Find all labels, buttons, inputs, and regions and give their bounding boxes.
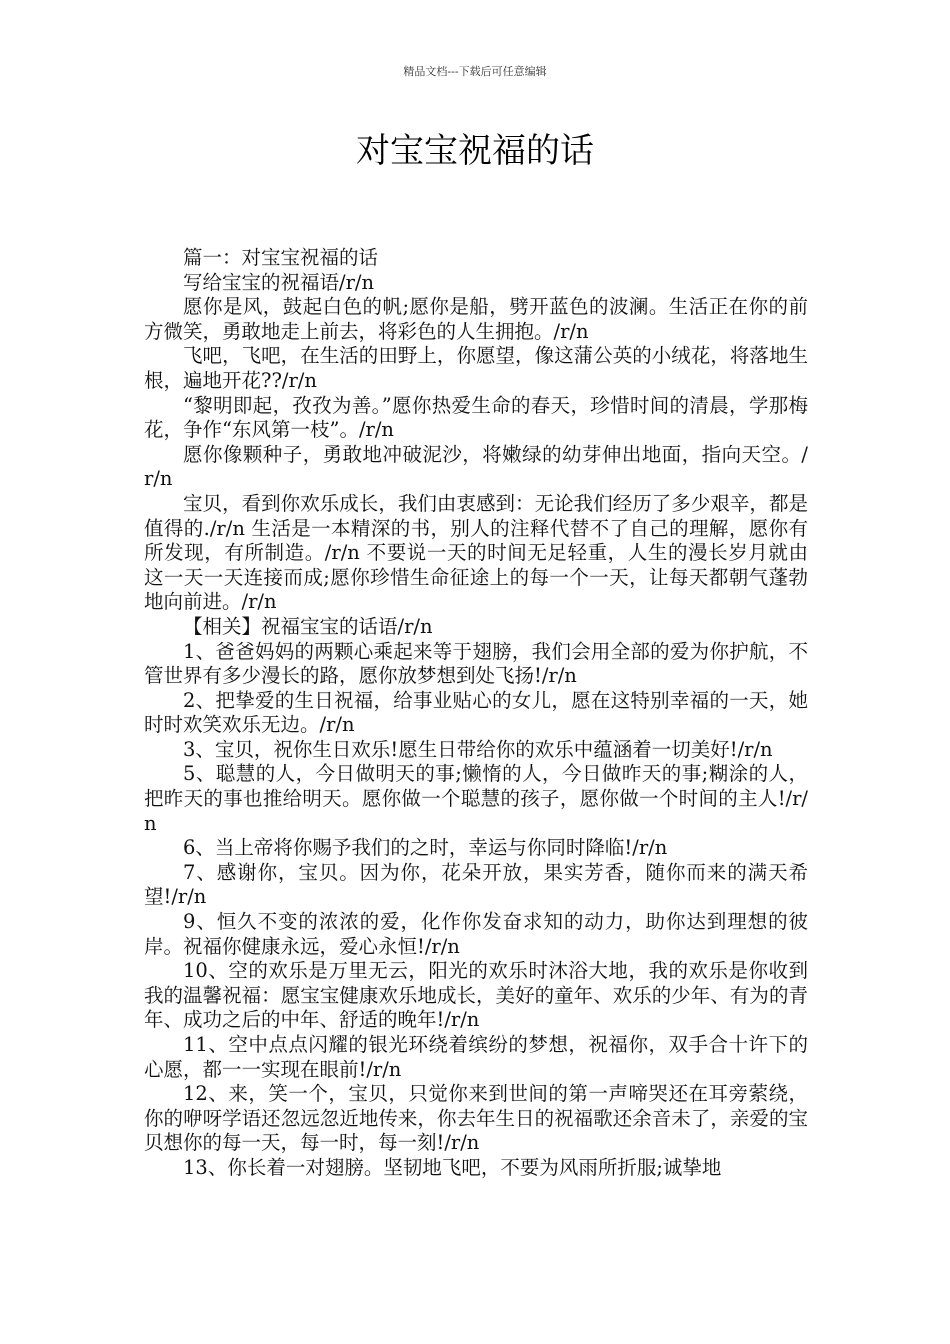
list-item: 11、空中点点闪耀的银光环绕着缤纷的梦想，祝福你，双手合十许下的心愿，都一一实现在眼前!/r/n [144,1033,808,1081]
list-item: 5、聪慧的人，今日做明天的事;懒惰的人，今日做昨天的事;糊涂的人，把昨天的事也推给明天。愿你做一个聪慧的孩子，愿你做一个时间的主人!/r/n [144,762,808,835]
paragraph: 写给宝宝的祝福语/r/n [183,270,375,294]
list-item: 3、宝贝，祝你生日欢乐!愿生日带给你的欢乐中蕴涵着一切美好!/r/n [183,737,773,761]
list-item: 9、恒久不变的浓浓的爱，化作你发奋求知的动力，助你达到理想的彼岸。祝福你健康永远，爱心永恒!/r/n [144,910,808,958]
paragraph: 篇一：对宝宝祝福的话 [183,246,379,269]
header-note: 精品文档---下载后可任意编辑 [403,65,547,78]
paragraph: 飞吧，飞吧，在生活的田野上，你愿望，像这蒲公英的小绒花，将落地生根，遍地开花??/r/n [144,344,808,392]
section-heading: 【相关】祝福宝宝的话语/r/n [183,614,433,638]
list-item: 1、爸爸妈妈的两颗心乘起来等于翅膀，我们会用全部的爱为你护航，不管世界有多少漫长的路，愿你放梦想到处飞扬!/r/n [144,639,808,688]
list-item: 10、空的欢乐是万里无云，阳光的欢乐时沐浴大地，我的欢乐是你收到我的温馨祝福：愿宝宝健康欢乐地成长，美好的童年、欢乐的少年、有为的青年、成功之后的中年、舒适的晚年!/r/n [144,959,808,1032]
list-item: 2、把挚爱的生日祝福，给事业贴心的女儿，愿在这特别幸福的一天，她时时欢笑欢乐无边。/r/n [144,688,808,737]
list-item: 13、你长着一对翅膀。坚韧地飞吧，不要为风雨所折服;诚挚地 [183,1155,722,1179]
list-item: 7、感谢你，宝贝。因为你，花朵开放，果实芳香，随你而来的满天希望!/r/n [144,860,808,909]
paragraph: 宝贝，看到你欢乐成长，我们由衷感到：无论我们经历了多少艰辛，都是值得的./r/n 生活是一本精深的书，别人的注释代替不了自己的理解，愿你有所发现，有所制造。/r/n 不要说一天的时间无足轻重，人生的漫长岁月就由这一天一天连接而成;愿你珍惜生命征途上的每一个一天，让每天都朝气蓬勃地向前进。/r/n [144,491,808,614]
paragraph: 愿你像颗种子，勇敢地冲破泥沙，将嫩绿的幼芽伸出地面，指向天空。/r/n [144,442,808,491]
list-item: 12、来，笑一个，宝贝，只觉你来到世间的第一声啼哭还在耳旁萦绕，你的咿呀学语还忽远忽近地传来，你去年生日的祝福歌还余音未了，亲爱的宝贝想你的每一天，每一时，每一刻!/r/n [144,1082,808,1155]
paragraph: 愿你是风，鼓起白色的帆;愿你是船，劈开蓝色的波澜。生活正在你的前方微笑，勇敢地走上前去，将彩色的人生拥抱。/r/n [144,295,808,343]
document-body [144,246,808,1181]
list-item: 6、当上帝将你赐予我们的之时，幸运与你同时降临!/r/n [183,836,668,860]
document-title: 对宝宝祝福的话 [356,131,594,171]
paragraph: “黎明即起，孜孜为善。”愿你热爱生命的春天，珍惜时间的清晨，学那梅花，争作“东风第一枝”。/r/n [144,393,808,442]
